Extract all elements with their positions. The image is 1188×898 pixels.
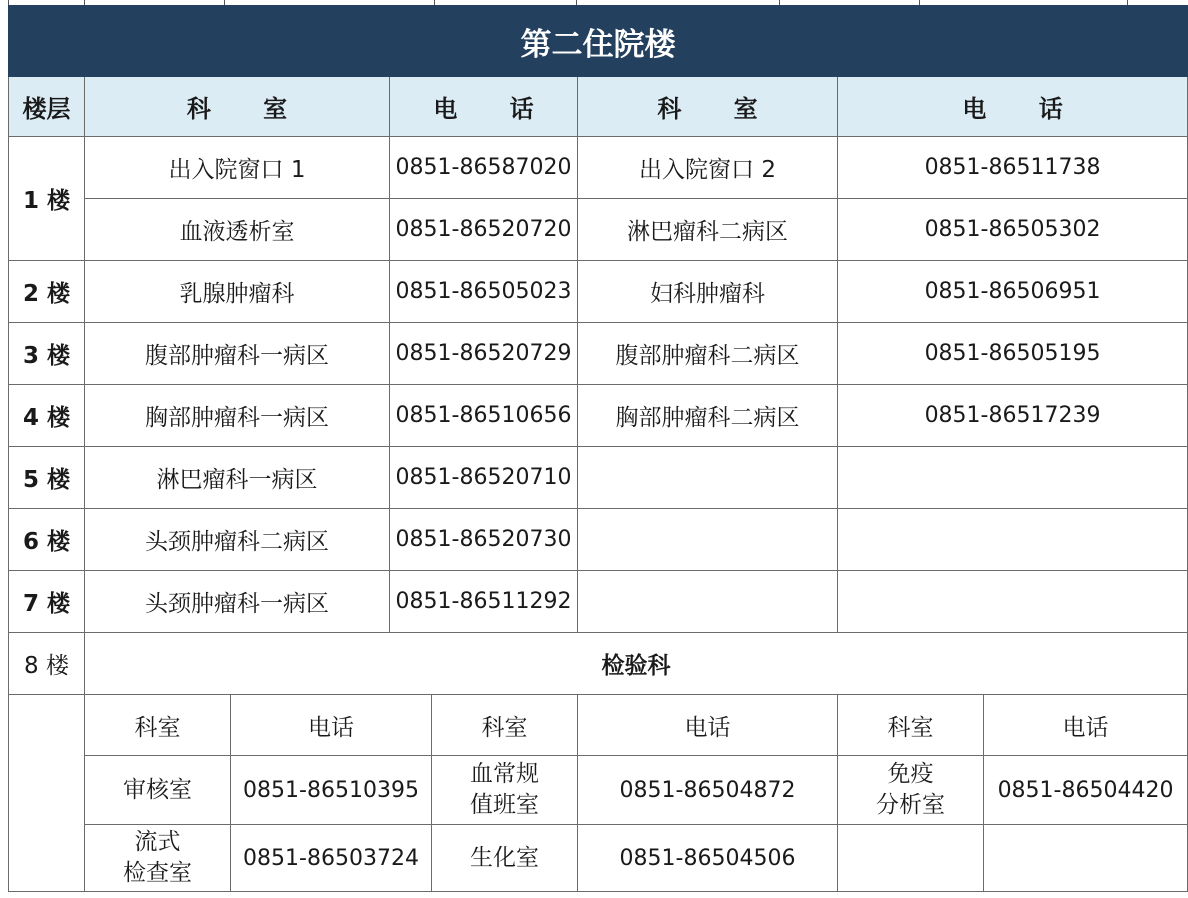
dept-cell: 胸部肿瘤科二病区 [578,385,838,447]
phone-cell: 0851-86505302 [838,199,1188,261]
table-title: 第二住院楼 [9,6,1188,77]
lab-phone-cell: 0851-86504506 [578,825,838,892]
dept-cell: 出入院窗口 2 [578,137,838,199]
phone-cell: 0851-86520720 [390,199,578,261]
dept-cell: 胸部肿瘤科一病区 [85,385,390,447]
floor-label: 6 楼 [9,509,85,571]
dept-cell: 淋巴瘤科二病区 [578,199,838,261]
phone-cell: 0851-86505023 [390,261,578,323]
floor-label: 5 楼 [9,447,85,509]
header-floor: 楼层 [9,77,85,137]
phone-cell [838,509,1188,571]
header-phone-1: 电 话 [390,77,578,137]
dept-cell [578,447,838,509]
lab-dept-cell: 流式 检查室 [85,825,231,892]
table-row [9,199,1188,261]
lab-phone-cell: 0851-86510395 [231,756,432,825]
floor-label: 1 楼 [9,137,85,261]
lab-phone-cell: 0851-86504872 [578,756,838,825]
lab-dept-cell [838,825,984,892]
lab-header-dept: 科室 [85,695,231,756]
lab-dept-cell: 免疫 分析室 [838,756,984,825]
dept-cell [578,571,838,633]
phone-cell: 0851-86511738 [838,137,1188,199]
table-row [9,137,1188,199]
dept-cell: 腹部肿瘤科二病区 [578,323,838,385]
floor-label: 8 楼 [9,633,85,695]
lab-row [9,756,1188,825]
dept-cell: 淋巴瘤科一病区 [85,447,390,509]
lab-row [9,825,1188,892]
phone-cell: 0851-86506951 [838,261,1188,323]
lab-phone-cell: 0851-86504420 [984,756,1188,825]
dept-cell: 血液透析室 [85,199,390,261]
dept-cell: 出入院窗口 1 [85,137,390,199]
floor-label: 3 楼 [9,323,85,385]
phone-cell: 0851-86510656 [390,385,578,447]
header-dept-1: 科 室 [85,77,390,137]
phone-cell: 0851-86511292 [390,571,578,633]
lab-header-row [9,695,1188,756]
lab-dept-cell: 生化室 [432,825,578,892]
table-row [9,571,1188,633]
lab-header-phone: 电话 [984,695,1188,756]
lab-dept-title: 检验科 [85,633,1188,695]
phone-cell: 0851-86587020 [390,137,578,199]
floor-label: 7 楼 [9,571,85,633]
lab-phone-cell [984,825,1188,892]
dept-cell: 头颈肿瘤科一病区 [85,571,390,633]
dept-cell [578,509,838,571]
lab-header-dept: 科室 [838,695,984,756]
phone-cell [838,447,1188,509]
header-row [9,77,1188,137]
header-phone-2: 电 话 [838,77,1188,137]
phone-cell: 0851-86520730 [390,509,578,571]
dept-cell: 妇科肿瘤科 [578,261,838,323]
lab-dept-cell: 审核室 [85,756,231,825]
floor-label: 4 楼 [9,385,85,447]
dept-cell: 腹部肿瘤科一病区 [85,323,390,385]
lab-dept-cell: 血常规 值班室 [432,756,578,825]
phone-cell [838,571,1188,633]
lab-title-row [9,633,1188,695]
lab-header-phone: 电话 [231,695,432,756]
lab-header-phone: 电话 [578,695,838,756]
floor-label-empty [9,695,85,892]
phone-cell: 0851-86520710 [390,447,578,509]
lab-header-dept: 科室 [432,695,578,756]
dept-cell: 乳腺肿瘤科 [85,261,390,323]
table-row [9,385,1188,447]
phone-cell: 0851-86520729 [390,323,578,385]
floor-label: 2 楼 [9,261,85,323]
phone-cell: 0851-86517239 [838,385,1188,447]
lab-phone-cell: 0851-86503724 [231,825,432,892]
header-dept-2: 科 室 [578,77,838,137]
table-row [9,261,1188,323]
dept-cell: 头颈肿瘤科二病区 [85,509,390,571]
directory-table [8,5,1188,892]
table-row [9,323,1188,385]
table-row [9,509,1188,571]
table-row [9,447,1188,509]
phone-cell: 0851-86505195 [838,323,1188,385]
